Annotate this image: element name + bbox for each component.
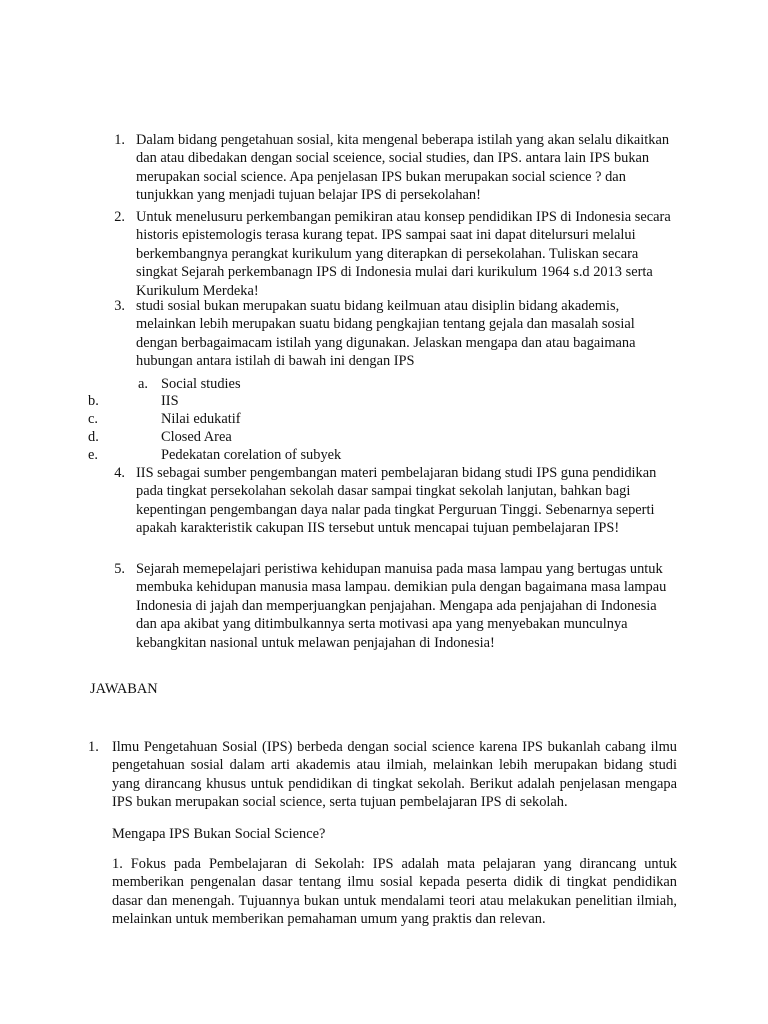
answer-number: 1.	[88, 739, 99, 755]
question-number: 5.	[114, 561, 125, 577]
sub-item-text: Nilai edukatif	[161, 411, 241, 427]
answer-heading: JAWABAN	[90, 681, 158, 697]
sub-item-letter: d.	[88, 429, 99, 445]
sub-item-text: IIS	[161, 393, 179, 409]
question-number: 1.	[114, 132, 125, 148]
question-number: 2.	[114, 209, 125, 225]
question-number: 4.	[114, 465, 125, 481]
question-text: IIS sebagai sumber pengembangan materi pembelajaran bidang studi IPS guna pendidikan pada tingkat persekolahan sekolah dasar sampai tingkat sekolah lanjutan, bahkan bagi kepentingan pengembangan daya nalar pada tingkat Perguruan Tinggi. Sebenarnya seperti apakah karakteristik cakupan IIS tersebut untuk mencapai tujuan pembelajaran IPS!	[136, 465, 657, 537]
sub-item-text: Closed Area	[161, 429, 232, 445]
sub-item-letter: e.	[88, 447, 98, 463]
question-text: Sejarah memepelajari peristiwa kehidupan manuisa pada masa lampau yang bertugas untuk membuka kehidupan manusia masa lampau. demikian pula dengan bagaimana masa lampau Indonesia di jajah dan memperjuangkan penjajahan. Mengapa ada penjajahan di Indonesia dan apa akibat yang ditimbulkannya serta motivasi apa yang menyebakan munculnya kebangkitan nasional untuk melawan penjajahan di Indonesia!	[136, 561, 667, 651]
question-text: Dalam bidang pengetahuan sosial, kita mengenal beberapa istilah yang akan selalu dikaitkan dan atau dibedakan dengan social sceience, social studies, dan IPS. antara lain IPS bukan merupakan social science. Apa penjelasan IPS bukan merupakan social science ? dan tunjukkan yang menjadi tujuan belajar IPS di persekolahan!	[136, 132, 670, 204]
sub-item-text: Social studies	[161, 376, 241, 392]
sub-item-letter: c.	[88, 411, 98, 427]
answer-subheading: Mengapa IPS Bukan Social Science?	[112, 826, 326, 842]
question-number: 3.	[114, 298, 125, 314]
answer-text: Ilmu Pengetahuan Sosial (IPS) berbeda dengan social science karena IPS bukanlah cabang ilmu pengetahuan sosial dalam arti akademis atau ilmiah, melainkan lebih merupakan bidang studi yang dirancang khusus untuk pendidikan di tingkat sekolah. Berikut adalah penjelasan mengapa IPS bukan merupakan social science, serta tujuan pembelajaran IPS di sekolah.	[112, 739, 677, 811]
sub-item-letter: b.	[88, 393, 99, 409]
answer-paragraph: 1. Fokus pada Pembelajaran di Sekolah: IPS adalah mata pelajaran yang dirancang untuk memberikan pengenalan dasar tentang ilmu sosial kepada peserta didik di tingkat pendidikan dasar dan menengah. Tujuannya bukan untuk mendalami teori atau melakukan penelitian ilmiah, melainkan untuk memberikan pemahaman umum yang praktis dan relevan.	[112, 856, 677, 928]
question-text: Untuk menelusuru perkembangan pemikiran atau konsep pendidikan IPS di Indonesia secara historis epistemologis terasa kurang tepat. IPS sampai saat ini dapat ditelursuri melalui berkembangnya perangkat kurikulum yang diterapkan di persekolahan. Tuliskan secara singkat Sejarah perkembanagn IPS di Indonesia mulai dari kurikulum 1964 s.d 2013 serta Kurikulum Merdeka!	[136, 209, 671, 299]
sub-item-letter: a.	[138, 376, 148, 392]
question-text: studi sosial bukan merupakan suatu bidang keilmuan atau disiplin bidang akademis, melainkan lebih merupakan suatu bidang pengkajian tentang gejala dan masalah sosial dengan berbagaimacam istilah yang digunakan. Jelaskan mengapa dan atau bagaimana hubungan antara istilah di bawah ini dengan IPS	[136, 298, 636, 370]
sub-item-text: Pedekatan corelation of subyek	[161, 447, 342, 463]
